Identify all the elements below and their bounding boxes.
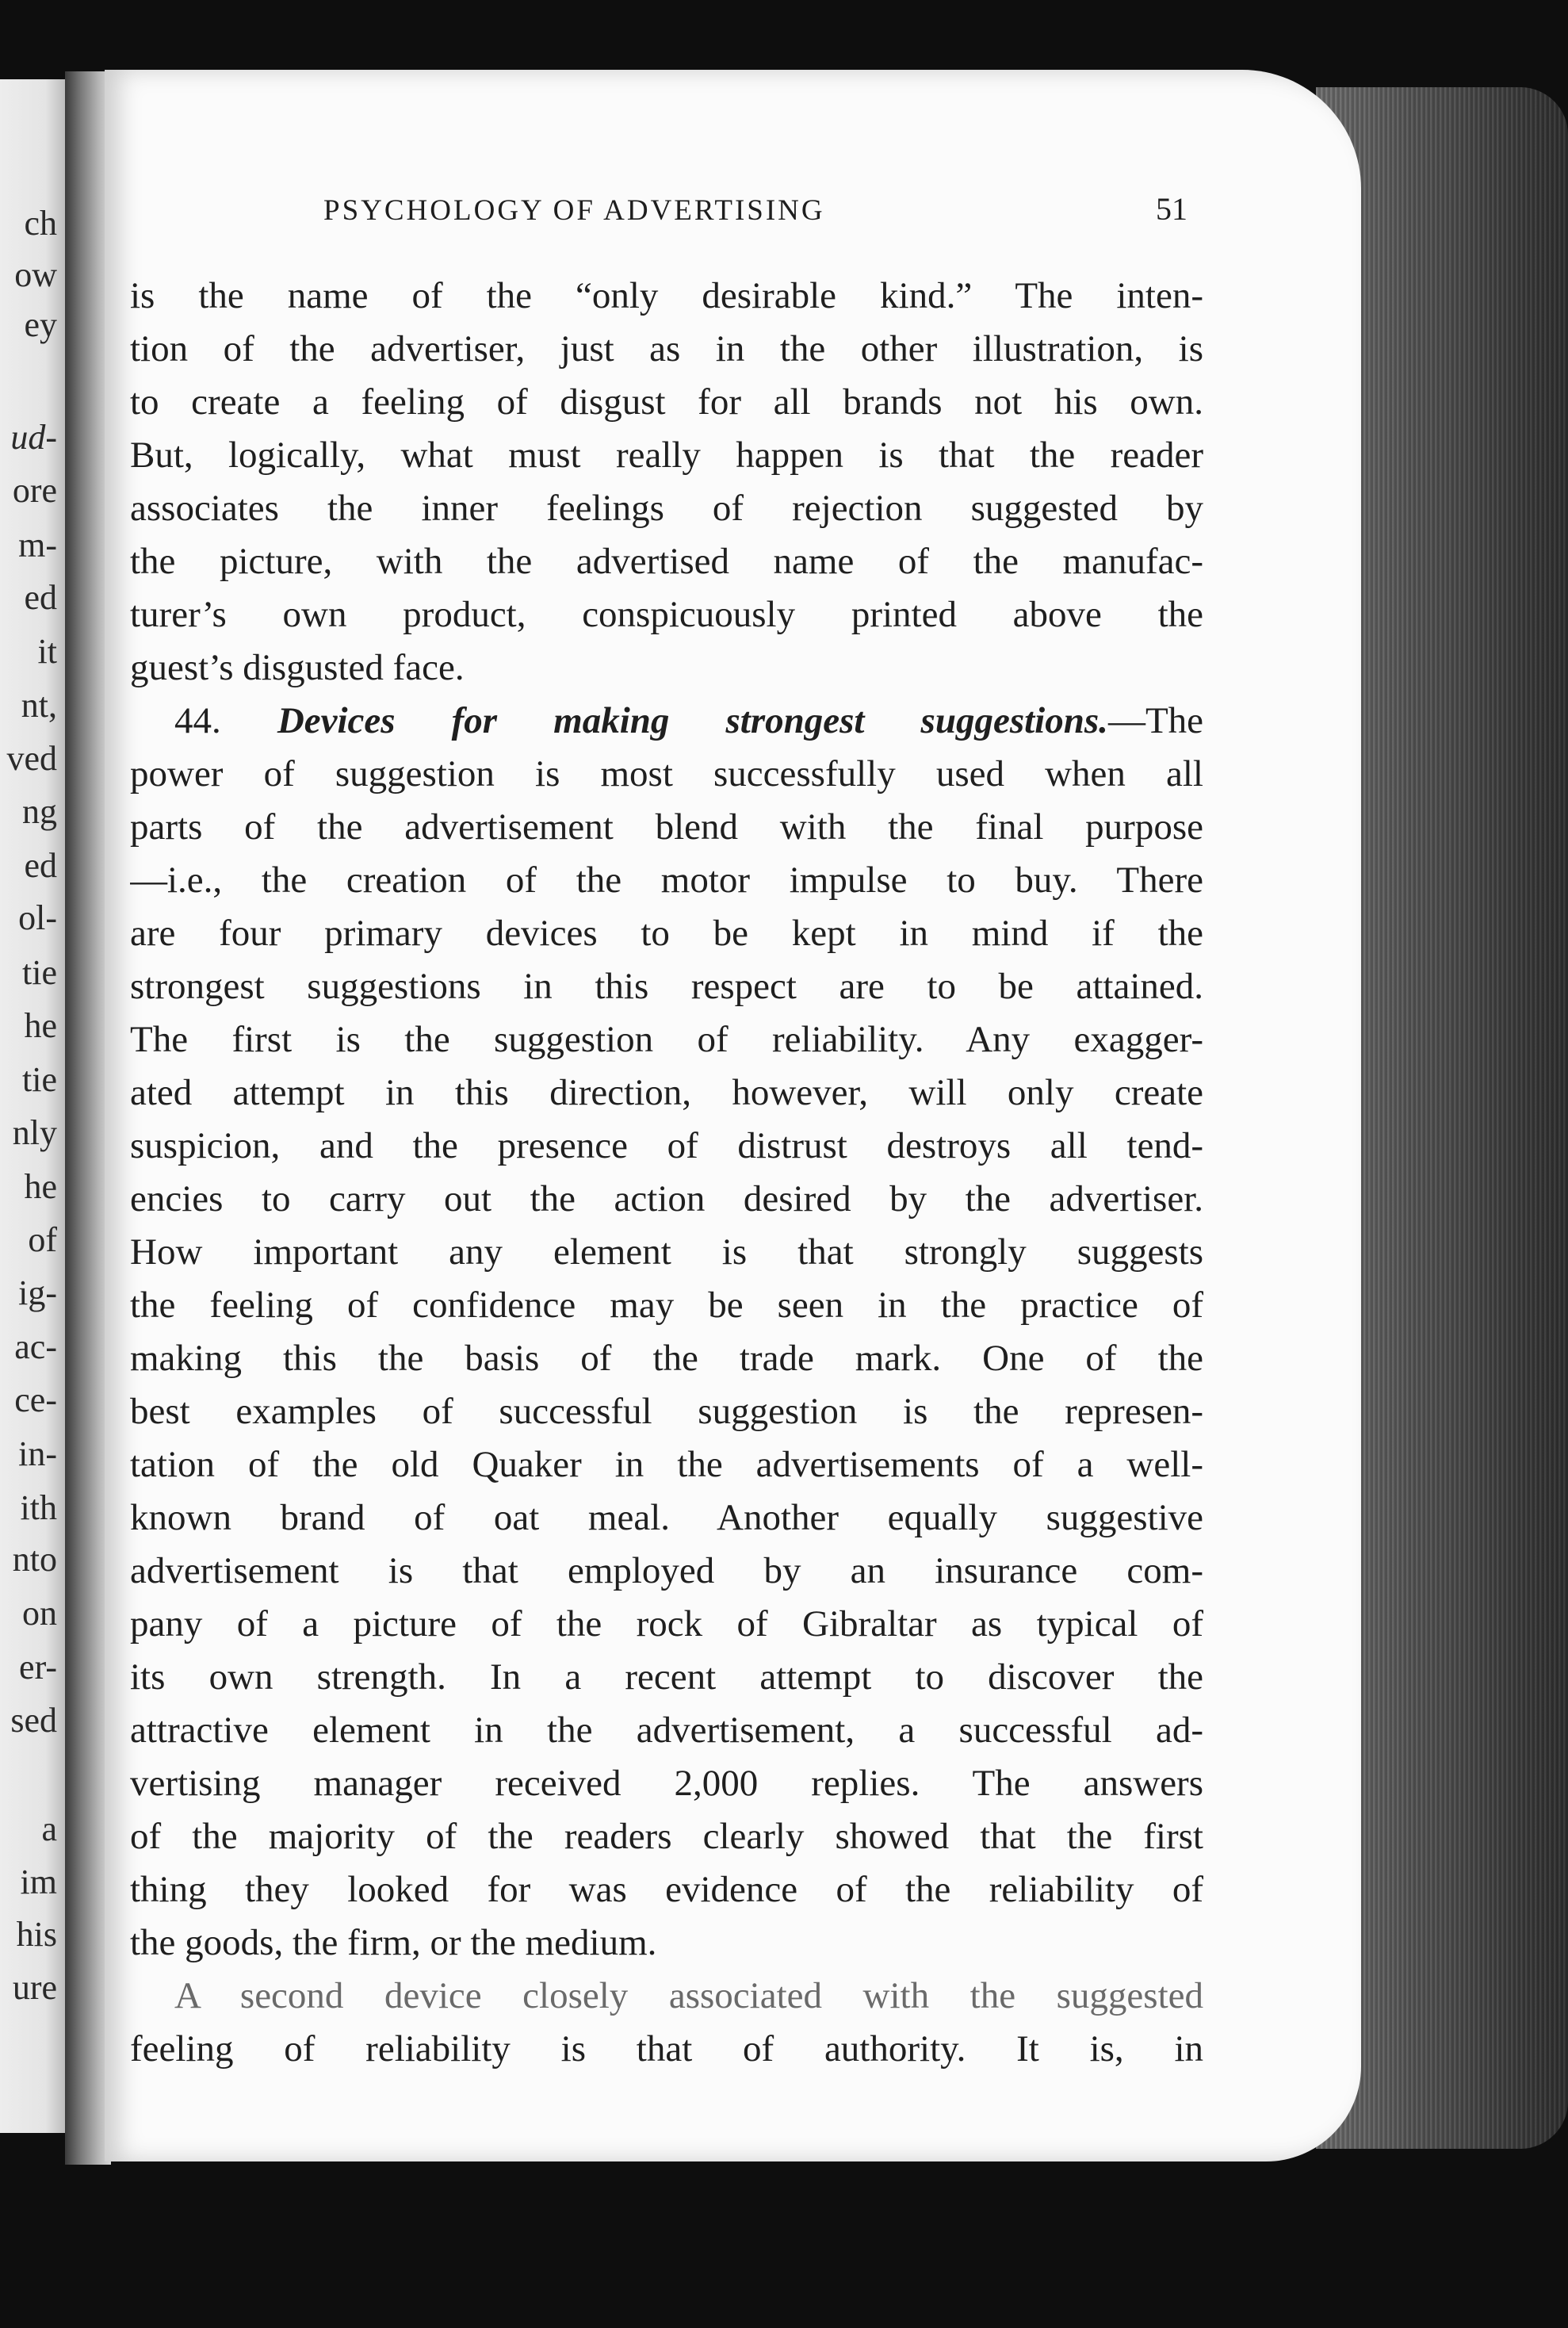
previous-page-fragment: ch — [24, 204, 57, 243]
previous-page-fragment: ig- — [18, 1273, 57, 1312]
text-line: But, logically, what must really happen is that the reader — [130, 435, 1203, 476]
previous-page-fragment: ure — [12, 1968, 57, 2007]
text-line: of the majority of the readers clearly showed that the first — [130, 1816, 1203, 1857]
section-heading — [130, 695, 1203, 748]
previous-page-fragment: of — [28, 1220, 57, 1259]
previous-page-fragment: he — [24, 1167, 57, 1206]
previous-page-fragment: a — [41, 1809, 57, 1848]
text-line: to create a feeling of disgust for all brands not his own. — [130, 381, 1203, 423]
text-line: making this the basis of the trade mark. One of the — [130, 1338, 1203, 1379]
text-line: suspicion, and the presence of distrust destroys all tend- — [130, 1125, 1203, 1166]
text-line: tation of the old Quaker in the advertisements of a well- — [130, 1444, 1203, 1485]
text-line: its own strength. In a recent attempt to discover the — [130, 1656, 1203, 1698]
previous-page-fragment: er- — [19, 1648, 57, 1687]
text-line: encies to carry out the action desired by the advertiser. — [130, 1178, 1203, 1220]
page-body — [130, 270, 1203, 2076]
text-line: ated attempt in this direction, however, will only create — [130, 1072, 1203, 1113]
text-line: —i.e., the creation of the motor impulse to buy. There — [130, 860, 1203, 901]
text-line: known brand of oat meal. Another equally suggestive — [130, 1497, 1203, 1538]
previous-page-fragment: his — [16, 1915, 57, 1954]
text-line: thing they looked for was evidence of the reliability of — [130, 1869, 1203, 1910]
text-line: are four primary devices to be kept in mind if the — [130, 913, 1203, 954]
previous-page-fragment: tie — [22, 953, 57, 992]
previous-page-fragment: ol- — [18, 898, 57, 937]
previous-page-edge — [0, 79, 65, 2133]
previous-page-fragment: it — [37, 632, 57, 671]
page-header — [323, 193, 1195, 241]
text-line: How important any element is that strongly suggests — [130, 1231, 1203, 1273]
section-number: 44. — [174, 700, 221, 741]
text-line: is the name of the “only desirable kind.” The inten- — [130, 275, 1203, 316]
previous-page-fragment: ed — [24, 578, 57, 617]
previous-page-fragment: ud- — [10, 418, 57, 457]
text-line: attractive element in the advertisement, a successful ad- — [130, 1710, 1203, 1751]
previous-page-fragment: ce- — [14, 1380, 57, 1419]
text-line: pany of a picture of the rock of Gibraltar as typical of — [130, 1603, 1203, 1645]
text-line: vertising manager received 2,000 replies. The answers — [130, 1763, 1203, 1804]
text-line: guest’s disgusted face. — [130, 647, 465, 688]
previous-page-fragment: ed — [24, 846, 57, 885]
previous-page-fragment: in- — [18, 1434, 57, 1473]
previous-page-fragment: m- — [18, 526, 57, 565]
section-title: Devices for making strongest suggestions. — [277, 700, 1108, 741]
previous-page-fragment: ey — [24, 305, 57, 344]
previous-page-fragment: nly — [12, 1113, 57, 1152]
previous-page-fragment: im — [20, 1863, 57, 1901]
text-line: tion of the advertiser, just as in the other illustration, is — [130, 328, 1203, 369]
text-line: best examples of successful suggestion is the represen- — [130, 1391, 1203, 1432]
previous-page-fragment: on — [22, 1594, 57, 1633]
text-line: associates the inner feelings of rejection suggested by — [130, 488, 1203, 529]
text-line: The first is the suggestion of reliability. Any exagger- — [130, 1019, 1203, 1060]
previous-page-fragment: ng — [22, 792, 57, 831]
previous-page-fragment: ac- — [14, 1327, 57, 1366]
running-head: PSYCHOLOGY OF ADVERTISING — [323, 194, 825, 227]
text-line: the feeling of confidence may be seen in the practice of — [130, 1285, 1203, 1326]
previous-page-fragment: nt, — [21, 686, 57, 725]
text-line: feeling of reliability is that of authority. It is, in — [130, 2028, 1203, 2070]
previous-page-fragment: ved — [6, 739, 57, 778]
text-line: the picture, with the advertised name of the manufac- — [130, 541, 1203, 582]
previous-page-fragment: nto — [12, 1540, 57, 1579]
text-line: advertisement is that employed by an insurance com- — [130, 1550, 1203, 1591]
previous-page-fragment: tie — [22, 1060, 57, 1099]
text-line: A second device closely associated with the suggested — [174, 1975, 1203, 2016]
previous-page-fragment: ith — [20, 1488, 57, 1527]
previous-page-fragment: ore — [12, 471, 57, 510]
previous-page-fragment: ow — [14, 255, 57, 294]
page-number: 51 — [1156, 191, 1187, 227]
text-line: power of suggestion is most successfully used when all — [130, 753, 1203, 795]
text-line: the goods, the firm, or the medium. — [130, 1922, 657, 1963]
section-heading-continuation: —The — [1107, 700, 1203, 741]
text-line: parts of the advertisement blend with the final purpose — [130, 806, 1203, 848]
previous-page-fragment: he — [24, 1006, 57, 1045]
text-line: strongest suggestions in this respect are to be attained. — [130, 966, 1203, 1007]
text-line: turer’s own product, conspicuously printed above the — [130, 594, 1203, 635]
previous-page-fragment: sed — [10, 1701, 57, 1740]
